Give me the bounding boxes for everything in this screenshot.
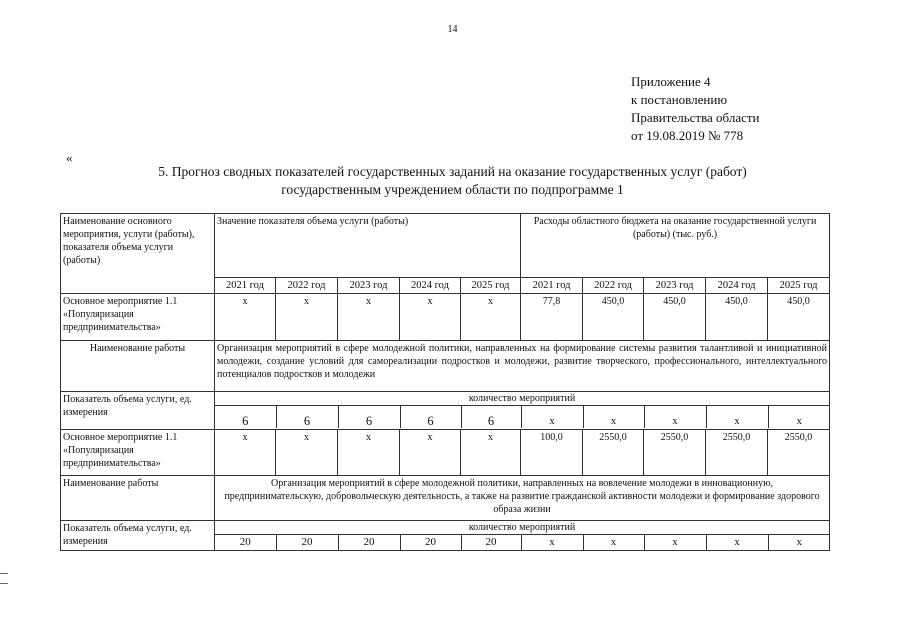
indicator-values-grid	[215, 534, 830, 550]
value-cell: х	[338, 294, 400, 341]
work-label-cell: Наименование работы	[61, 341, 215, 392]
indicator-label-cell: Показатель объема услуги, ед. измерения	[61, 521, 215, 551]
year-header: 2024 год	[706, 278, 768, 294]
value-cell: х	[276, 294, 338, 341]
header-volume-cell: Значение показателя объема услуги (работы)	[215, 214, 521, 278]
appendix-line: Приложение 4	[631, 74, 711, 89]
appendix-line: к постановлению	[631, 92, 728, 107]
page-number: 14	[447, 24, 458, 35]
year-header: 2023 год	[644, 278, 706, 294]
quantity-cell: 6	[276, 406, 338, 428]
value-cell: х	[461, 294, 521, 341]
value-cell: х	[400, 430, 461, 476]
quantity-cell: 20	[276, 535, 338, 550]
margin-tick	[0, 573, 8, 574]
title-line: государственным учреждением области по подпрограмме 1	[281, 182, 624, 197]
quantity-cell: 20	[338, 535, 400, 550]
expense-cell: 2550,0	[583, 430, 644, 476]
quantity-cell: х	[768, 406, 830, 428]
year-header: 2022 год	[276, 278, 338, 294]
indicator-values-cell	[215, 521, 830, 551]
work-description-cell: Организация мероприятий в сфере молодежной политики, направленных на вовлечение молодежи в инновационную, предпринимательскую, добровольческую деятельность, а также на развитие гражданской активности молодежи и формирование здорового образа жизни	[215, 476, 830, 521]
opening-quote-mark: «	[66, 150, 73, 165]
quantity-cell: х	[706, 535, 768, 550]
forecast-table	[60, 213, 830, 551]
indicator-values-grid	[215, 405, 830, 428]
indicator-values-cell	[215, 392, 830, 430]
value-cell: х	[461, 430, 521, 476]
expense-cell: 2550,0	[644, 430, 706, 476]
expense-cell: 100,0	[521, 430, 583, 476]
year-header: 2023 год	[338, 278, 400, 294]
expense-cell: 77,8	[521, 294, 583, 341]
work-label-cell: Наименование работы	[61, 476, 215, 521]
header-name-cell: Наименование основного мероприятия, услуги (работы), показателя объема услуги (работы)	[61, 214, 215, 294]
work-description-cell: Организация мероприятий в сфере молодежной политики, направленных на формирование системы развития талантливой и инициативной молодежи, создание условий для самореализации подростков и молодежи, развитие творческого, профессионального, интеллектуального потенциалов подростков и молодежи	[215, 341, 830, 392]
quantity-cell: 6	[461, 406, 521, 428]
year-header: 2021 год	[521, 278, 583, 294]
activity-name-cell: Основное мероприятие 1.1 «Популяризация предпринимательства»	[61, 430, 215, 476]
year-header: 2022 год	[583, 278, 644, 294]
quantity-cell: 6	[338, 406, 400, 428]
quantity-cell: х	[644, 406, 706, 428]
activity-name-cell: Основное мероприятие 1.1 «Популяризация предпринимательства»	[61, 294, 215, 341]
appendix-line: Правительства области	[631, 110, 760, 125]
appendix-block	[631, 73, 760, 145]
expense-cell: 2550,0	[768, 430, 830, 476]
value-cell: х	[338, 430, 400, 476]
quantity-cell: х	[521, 406, 583, 428]
expense-cell: 450,0	[644, 294, 706, 341]
expense-cell: 2550,0	[706, 430, 768, 476]
quantity-cell: х	[768, 535, 830, 550]
year-header: 2025 год	[768, 278, 830, 294]
appendix-line: от 19.08.2019 № 778	[631, 128, 744, 143]
quantity-cell: х	[583, 535, 644, 550]
quantity-cell: 20	[461, 535, 521, 550]
quantity-cell: 6	[400, 406, 461, 428]
value-cell: х	[215, 294, 276, 341]
year-header: 2025 год	[461, 278, 521, 294]
expense-cell: 450,0	[768, 294, 830, 341]
quantity-cell: 20	[400, 535, 461, 550]
quantity-cell: х	[521, 535, 583, 550]
quantity-cell: х	[644, 535, 706, 550]
indicator-label-cell: Показатель объема услуги, ед. измерения	[61, 392, 215, 430]
document-title	[0, 163, 905, 199]
unit-label: количество мероприятий	[468, 522, 576, 533]
quantity-cell: 20	[215, 535, 276, 550]
year-header: 2021 год	[215, 278, 276, 294]
quantity-cell: х	[583, 406, 644, 428]
quantity-cell: х	[706, 406, 768, 428]
expense-cell: 450,0	[583, 294, 644, 341]
value-cell: х	[400, 294, 461, 341]
value-cell: х	[276, 430, 338, 476]
year-header: 2024 год	[400, 278, 461, 294]
expense-cell: 450,0	[706, 294, 768, 341]
header-expenses-cell: Расходы областного бюджета на оказание государственной услуги (работы) (тыс. руб.)	[521, 214, 830, 278]
title-line: 5. Прогноз сводных показателей государственных заданий на оказание государственных услуг (работ)	[158, 164, 747, 179]
value-cell: х	[215, 430, 276, 476]
quantity-cell: 6	[215, 406, 276, 428]
margin-tick	[0, 583, 8, 584]
unit-label: количество мероприятий	[468, 393, 576, 404]
